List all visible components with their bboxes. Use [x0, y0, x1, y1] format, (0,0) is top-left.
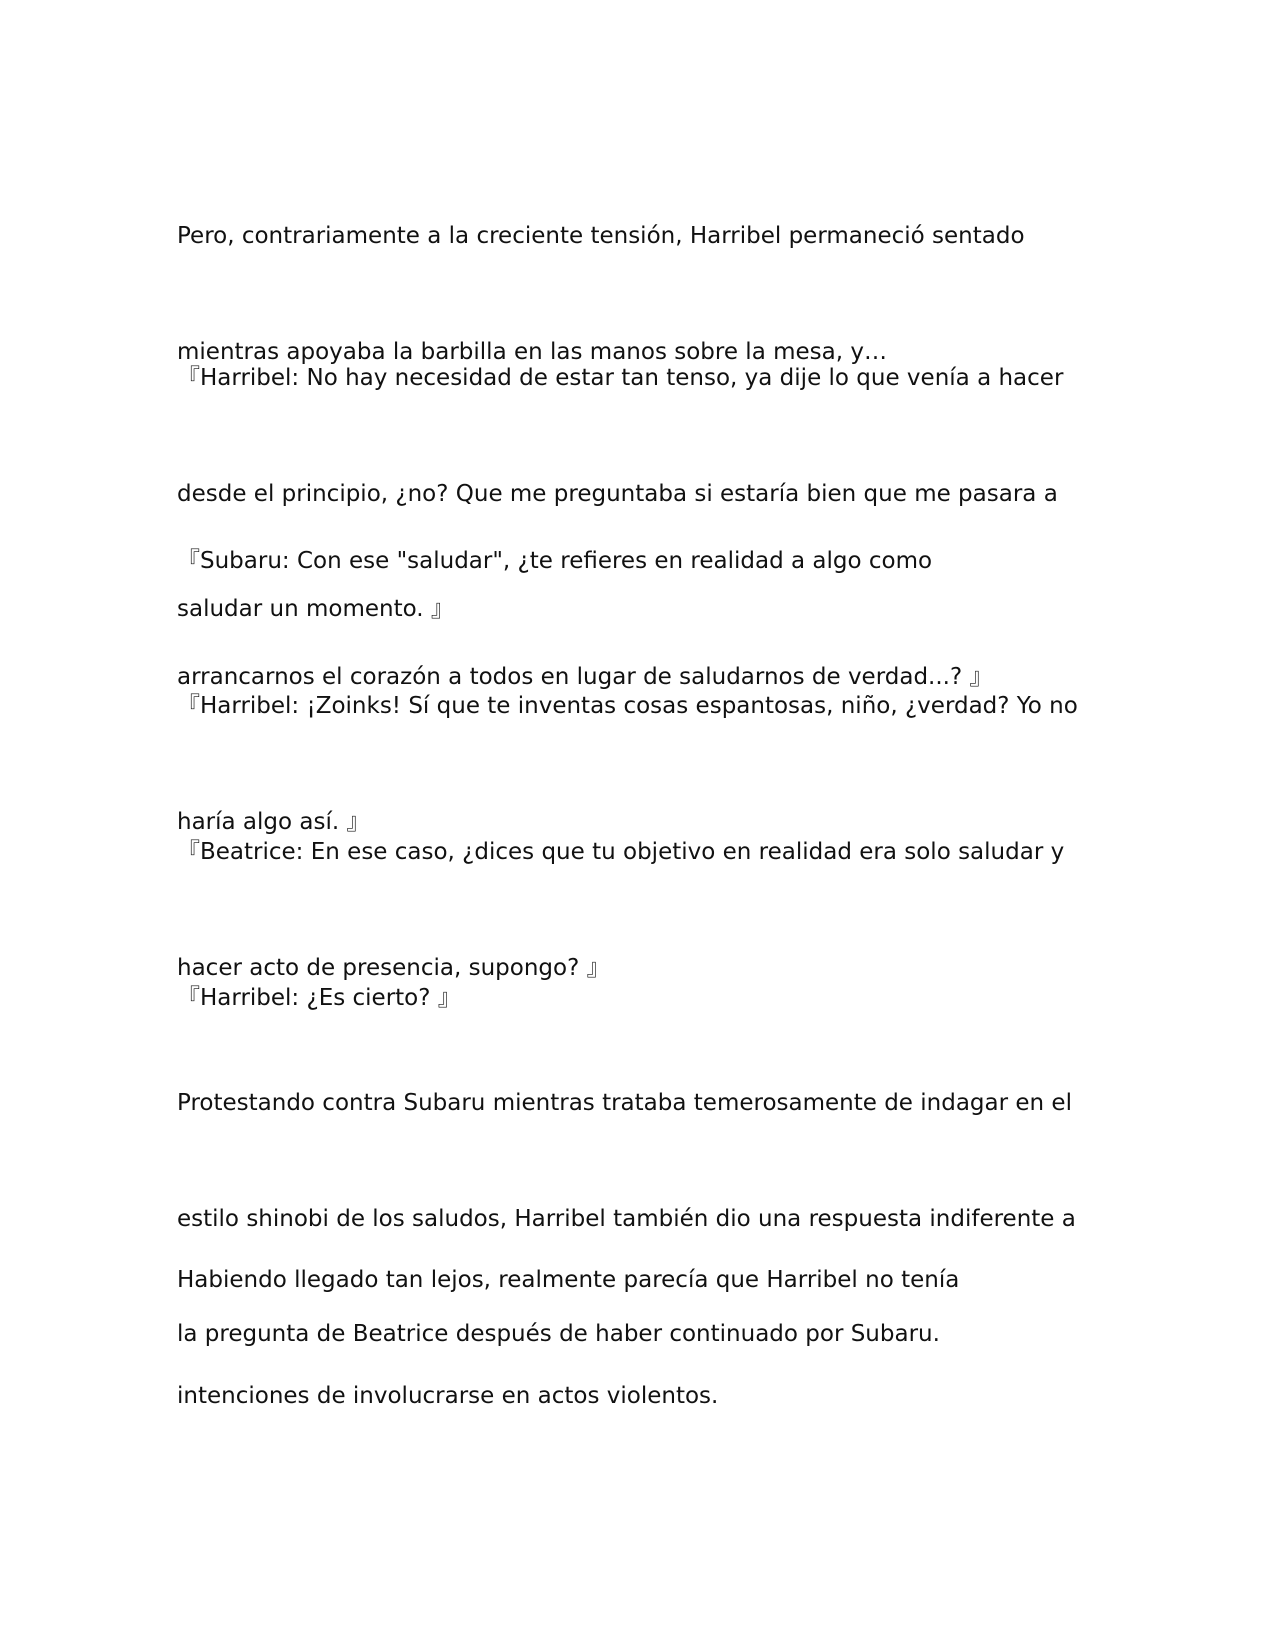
text-line: arrancarnos el corazón a todos en lugar de saludarnos de verdad...? 』: [177, 663, 993, 690]
text-line: 『Harribel: ¿Es cierto? 』: [177, 985, 461, 1011]
text-line: intenciones de involucrarse en actos violentos.: [177, 1382, 719, 1409]
text-line: desde el principio, ¿no? Que me preguntaba si estaría bien que me pasara a: [177, 480, 1058, 507]
text-line: haría algo así. 』: [177, 808, 370, 835]
text-line: estilo shinobi de los saludos, Harribel también dio una respuesta indiferente a: [177, 1205, 1076, 1232]
text-line: 『Harribel: ¡Zoinks! Sí que te inventas cosas espantosas, niño, ¿verdad? Yo no: [177, 693, 1078, 719]
text-line: saludar un momento. 』: [177, 596, 454, 622]
text-line: mientras apoyaba la barbilla en las manos sobre la mesa, y…: [177, 338, 887, 365]
text-line: la pregunta de Beatrice después de haber continuado por Subaru.: [177, 1321, 940, 1347]
text-line: 『Beatrice: En ese caso, ¿dices que tu objetivo en realidad era solo saludar y: [177, 839, 1065, 865]
text-line: Pero, contrariamente a la creciente tensión, Harribel permaneció sentado: [177, 223, 1025, 249]
text-line: hacer acto de presencia, supongo? 』: [177, 954, 610, 981]
text-line: 『Subaru: Con ese "saludar", ¿te refieres en realidad a algo como: [177, 548, 933, 574]
text-line: Protestando contra Subaru mientras trataba temerosamente de indagar en el: [177, 1090, 1072, 1116]
text-line: Habiendo llegado tan lejos, realmente parecía que Harribel no tenía: [177, 1267, 960, 1293]
text-line: 『Harribel: No hay necesidad de estar tan tenso, ya dije lo que venía a hacer: [177, 365, 1064, 391]
paragraph-narration-3: [177, 1184, 1107, 1492]
